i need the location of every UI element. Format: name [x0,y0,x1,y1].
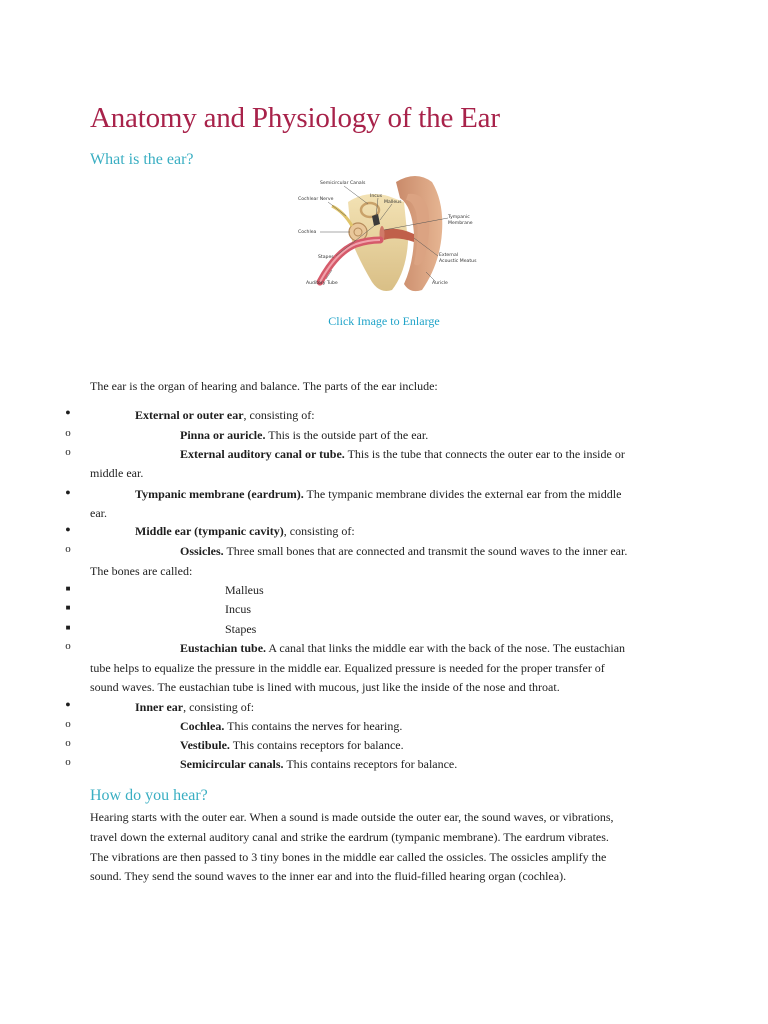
label-tympanic: Tympanic [448,215,470,220]
section-heading-what-is-ear: What is the ear? [90,151,194,168]
section-heading-how-hear: How do you hear? [90,787,208,804]
list-item-outer-ear: External or outer ear, consisting of: [135,408,315,422]
label-membrane: Membrane [448,221,473,226]
bullet-disc-icon: ● [65,407,71,417]
label-cochlear-nerve: Cochlear Nerve [298,197,334,202]
paragraph-line: Hearing starts with the outer ear. When a sound is made outside the outer ear, the sound waves, or vibrations, [90,810,614,824]
bullet-circle-icon: o [65,543,71,555]
paragraph-line: travel down the external auditory canal and strike the eardrum (tympanic membrane). The eardrum vibrates. [90,830,609,844]
list-item-malleus: Malleus [225,583,264,597]
bullet-circle-icon: o [65,427,71,439]
list-item-inner-ear: Inner ear, consisting of: [135,700,255,714]
bullet-disc-icon: ● [65,524,71,534]
label-stapes: Stapes [318,255,334,260]
list-item-ossicles-continued: The bones are called: [90,564,193,578]
list-item-pinna: Pinna or auricle. This is the outside part of the ear. [180,428,429,442]
intro-text: The ear is the organ of hearing and balance. The parts of the ear include: [90,379,438,393]
page-title: Anatomy and Physiology of the Ear [90,102,500,134]
label-auditory-tube: Auditory Tube [306,281,338,286]
bullet-circle-icon: o [65,640,71,652]
bullet-disc-icon: ● [65,487,71,497]
list-item-eustachian: Eustachian tube. A canal that links the middle ear with the back of the nose. The eustachian [180,641,626,655]
bullet-circle-icon: o [65,756,71,768]
label-semicircular: Semicircular Canals [320,181,366,186]
bullet-square-icon: ■ [65,584,71,593]
list-item-stapes: Stapes [225,622,257,636]
list-item-eustachian-line2: tube helps to equalize the pressure in the middle ear. Equalized pressure is needed for the proper transfer of [90,661,605,675]
label-external: External [439,253,459,258]
enlarge-image-link[interactable]: Click Image to Enlarge [328,314,440,328]
list-item-eustachian-line3: sound waves. The eustachian tube is lined with mucous, just like the inside of the nose and throat. [90,680,560,694]
list-item-cochlea: Cochlea. This contains the nerves for hearing. [180,719,403,733]
list-item-tympanic-continued: ear. [90,506,107,520]
list-item-ossicles: Ossicles. Three small bones that are connected and transmit the sound waves to the inner ear. [180,544,628,558]
list-item-semicircular: Semicircular canals. This contains receptors for balance. [180,757,458,771]
list-item-canal: External auditory canal or tube. This is the tube that connects the outer ear to the inside or [180,447,625,461]
bullet-disc-icon: ● [65,699,71,709]
bullet-circle-icon: o [65,737,71,749]
label-incus: Incus [370,194,383,199]
paragraph-line: The vibrations are then passed to 3 tiny bones in the middle ear called the ossicles. The ossicles amplify the [90,850,607,864]
bullet-square-icon: ■ [65,603,71,612]
label-acoustic-meatus: Acoustic Meatus [439,259,477,264]
list-item-middle-ear: Middle ear (tympanic cavity), consisting of: [135,524,355,538]
ear-anatomy-image[interactable] [296,172,482,294]
list-item-canal-continued: middle ear. [90,466,144,480]
label-cochlea: Cochlea [298,230,317,235]
list-item-incus: Incus [225,602,251,616]
bullet-circle-icon: o [65,718,71,730]
bullet-square-icon: ■ [65,623,71,632]
list-item-vestibule: Vestibule. This contains receptors for balance. [180,738,404,752]
label-malleus: Malleus [384,200,402,205]
bullet-circle-icon: o [65,446,71,458]
list-item-tympanic: Tympanic membrane (eardrum). The tympanic membrane divides the external ear from the middle [135,487,622,501]
label-auricle: Auricle [432,281,448,286]
paragraph-line: sound. They send the sound waves to the inner ear and into the fluid-filled hearing organ (cochlea). [90,869,567,883]
